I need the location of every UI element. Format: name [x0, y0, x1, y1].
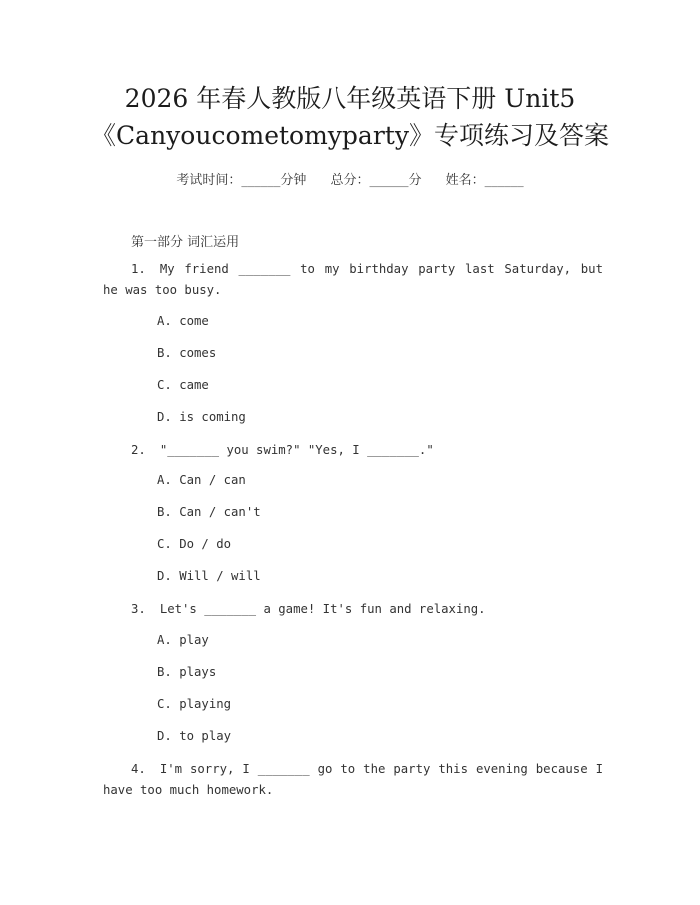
- option-1b: B. comes: [157, 346, 217, 360]
- option-2c: C. Do / do: [157, 537, 232, 551]
- option-1a: A. come: [157, 314, 209, 328]
- option-2d: D. Will / will: [157, 569, 261, 583]
- option-3d: D. to play: [157, 729, 232, 743]
- question-3: [103, 599, 603, 620]
- document-title-line1: 2026 年春人教版八年级英语下册 Unit5: [124, 84, 576, 113]
- option-1c: C. came: [157, 378, 209, 392]
- question-2: [103, 440, 603, 461]
- name-field: 姓名：______: [445, 173, 524, 188]
- question-text: My friend _______ to my birthday party last Saturday, but he was too busy.: [103, 262, 603, 297]
- question-text: I'm sorry, I _______ go to the party this evening because I have too much homework.: [103, 762, 603, 797]
- question-text: "_______ you swim?" "Yes, I _______.": [159, 443, 434, 457]
- section-heading: 第一部分 词汇运用: [131, 235, 240, 250]
- option-3c: C. playing: [157, 697, 232, 711]
- exam-time-field: 考试时间：______分钟: [176, 173, 307, 188]
- question-number: 2.: [131, 443, 146, 457]
- option-2a: A. Can / can: [157, 473, 246, 487]
- question-4: [103, 759, 603, 801]
- option-2b: B. Can / can't: [157, 505, 261, 519]
- question-number: 3.: [131, 602, 146, 616]
- question-number: 4.: [131, 762, 146, 776]
- question-1: [103, 259, 603, 301]
- question-text: Let's _______ a game! It's fun and relaxing.: [159, 602, 486, 616]
- option-1d: D. is coming: [157, 410, 246, 424]
- option-3b: B. plays: [157, 665, 217, 679]
- option-3a: A. play: [157, 633, 209, 647]
- document-title-line2: 《Canyoucometomyparty》专项练习及答案: [91, 121, 609, 150]
- total-score-field: 总分：______分: [330, 173, 422, 188]
- exam-info: [0, 169, 700, 188]
- question-number: 1.: [131, 262, 146, 276]
